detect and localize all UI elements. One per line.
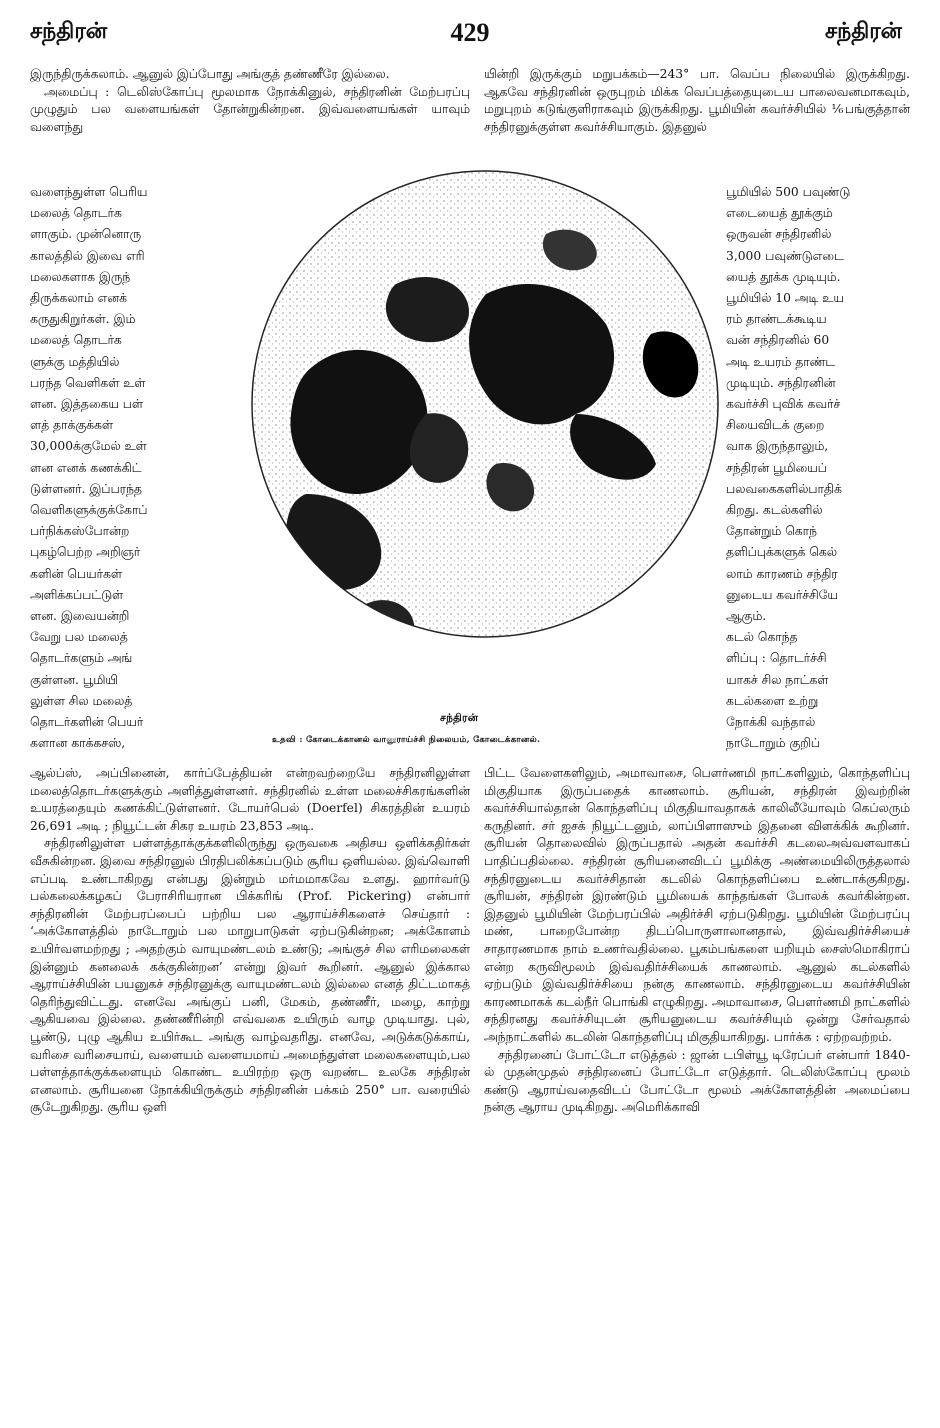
moon-photograph bbox=[246, 164, 724, 704]
text-line: பூமியில் 500 பவுண்டு bbox=[726, 185, 851, 199]
text-line: பூமியில் 10 அடி உய bbox=[726, 291, 844, 306]
text-line: யாகச் சில நாட்கள் bbox=[726, 672, 829, 687]
text-line: வேறு பல மலைத் bbox=[30, 630, 128, 645]
text-line: மலைகளாக இருந் bbox=[30, 269, 131, 284]
text-line: கவர்ச்சி புவிக் கவர்ச் bbox=[726, 397, 841, 412]
paragraph: பிட்ட வேளைகளிலும், அமாவாசை, பௌர்ணமி நாட்களிலும், கொந்தளிப்பு மிகுதியாக இருப்பதைக் காணலாம். சூரியன், சந்திரன் இவற்றின் கவர்ச்சியால்தான் கொந்தளிப்பு மிகுதியாவதாகக் காலிலீயோவும் கெப்லரும் கருதினர். சர் ஐசக் நியூட்டனும், லாப்பிளாஸும் இதனை விளக்கிக் கூறினர். சூரியன் தொலைவில் இருப்பதால் அதன் கவர்ச்சி கடலைஅவ்வளவாகப் பாதிப்பதில்லை. சந்திரன் சூரியனைவிடப் பூமிக்கு அண்மையிலிருத்தலால் சந்திரனுடைய கவர்ச்சிதான் கடலில் கொந்தளிப்பை உண்டாக்குகிறது. சூரியன், சந்திரன் இரண்டும் பூமியைக் காந்தங்கள் போலக் கவர்கின்றன. இதனுல் பூமியின் மேற்பரப்பில் அதிர்ச்சி ஏற்படுகிறது. பூமியின் மேற்பரப்பு மண், பாறைபோன்ற திடப்பொருளாலானதால், இவ்வதிர்ச்சியைச் சாதாரணமாக நாம் உணர்வதில்லை. பூகம்பங்களை யறியும் சைஸ்மொகிராப் என்ற கருவிமூலம் இவ்வதிர்ச்சியைக் காணலாம். ஆனுல் கடல்களில் ஏற்படும் இவ்வதிர்ச்சியை நன்கு காணலாம். சந்திரனுடைய கவர்ச்சியின் காரணமாகக் கடல்நீர் பொங்கி எழுகிறது. அமாவாசை, பௌர்ணமி நாட்களில் சந்திரனது கவர்ச்சியுடன் சூரியனுடைய கவர்ச்சியும் ஒன்று சேர்வதால் அந்நாட்களில் கடலின் கொந்தளிப்பு மிகுதியாகிறது. பார்க்க : ஏற்றவற்றம். bbox=[484, 766, 910, 1044]
text-line: களின் பெயர்கள் bbox=[30, 566, 122, 581]
text-line: லாம் காரணம் சந்திர bbox=[726, 566, 838, 581]
paragraph: சந்திரனிலுள்ள பள்ளத்தாக்குக்களிலிருந்து ஒருவகை அதிசய ஒளிக்கதிர்கள் வீசுகின்றன. இவை சந்திரனுல் பிரதிபலிக்கப்படும் சூரிய ஒளியல்ல. இவ்வொளி எப்படி உண்டாகிறது என்பது இன்றும் மர்மமாகவே உளது. ஹார்வர்டு பல்கலைக்கழகப் பேராசிரியரான பிக்கரிங் (Prof. Pickering) என்பார் சந்திரனின் மேற்பரப்பைப் பற்றிய பல ஆராய்ச்சிகளைச் செய்தார் : ‘அக்கோளத்தில் நாடோறும் பல மாறுபாடுகள் ஏற்படுகின்றன; அக்கோளம் உயிர்வளமற்றது ; அதற்கும் வாயுமண்டலம் உண்டு; அங்குச் சில எரிமலைகள் இன்னும் கனலைக் கக்குகின்றன’ என்று இவர் கூறினர். ஆனுல் இக்கால ஆராய்ச்சியின் பயனுகச் சந்திரனுக்கு வாயுமண்டலம் இல்லை எனத் திட்டமாகத் தெரிந்துவிட்டது. எனவே அங்குப் பனி, மேகம், தண்ணீர், மழை, காற்று ஆகியவை இல்லை. தண்ணீரின்றி எவ்வகை உயிரும் வாழ முடியாது. புல், பூண்டு, புழு ஆகிய உயிர்கூட அங்கு வாழ்வதரிது. எனவே, அடுக்கடுக்காய், வரிசை வரிசையாய், வளையம் வளையமாய் அமைந்துள்ள மலைகளையும்,பல பள்ளத்தாக்குக்களையும் கொண்ட உயிரற்ற ஒரு வறண்ட உலகே சந்திரன் எனலாம். சூரியனை நோக்கியிருக்கும் சந்திரனின் பக்கம் 250° பா. வரையில் சூடேறுகிறது. சூரிய ஒளி bbox=[30, 836, 470, 1115]
text-line: ஆகும். bbox=[726, 609, 767, 624]
text-line: தொடர்களின் பெயர் bbox=[30, 715, 144, 730]
text-line: வாக இருந்தாலும், bbox=[726, 439, 829, 454]
text-line: கிறது. கடல்களில் bbox=[726, 503, 823, 518]
text-line: நாடோறும் குறிப் bbox=[726, 736, 820, 751]
text-line: கருதுகிறுர்கள். இம் bbox=[30, 312, 136, 327]
figure-credit: உதவி : கோடைக்கானல் வானுராய்ச்சி நிலையம், கோடைக்கானல். bbox=[272, 735, 541, 745]
paragraph: அமைப்பு : டெலிஸ்கோப்பு மூலமாக நோக்கினுல், சந்திரனின் மேற்பரப்பு முழுதும் பல வளையங்கள் தோன்றுகின்றன. இவ்வளையங்கள் யாவும் வளைந்து bbox=[30, 84, 470, 134]
text-line: வெளிகளுக்குக்கோப் bbox=[30, 503, 148, 518]
text-line: வளைந்துள்ள பெரிய bbox=[30, 185, 148, 199]
text-line: எடையைத் தூக்கும் bbox=[726, 206, 833, 221]
text-line: ஒருவன் சந்திரனில் bbox=[726, 227, 832, 242]
col1-top-text bbox=[30, 66, 470, 136]
text-line: மலைத் தொடர்க bbox=[30, 333, 122, 348]
text-line: லுள்ள சில மலைத் bbox=[30, 693, 133, 708]
text-line: திருக்கலாம் எனக் bbox=[30, 291, 128, 306]
text-line: தளிப்புக்களுக் கெல் bbox=[726, 545, 837, 560]
text-line: டுள்ளனர். இப்பரந்த bbox=[30, 481, 142, 496]
text-line: மலைத் தொடர்க bbox=[30, 206, 122, 221]
text-line: 30,000க்குமேல் உள் bbox=[30, 439, 147, 454]
col1-bottom-text bbox=[30, 765, 470, 1117]
col2-bottom-text bbox=[484, 765, 910, 1117]
text-line: அடி உயரம் தாண்ட bbox=[726, 354, 836, 369]
figure-caption: சந்திரன் bbox=[440, 712, 479, 724]
text-line: ளிப்பு : தொடர்ச்சி bbox=[726, 651, 827, 666]
moon-surface-features bbox=[246, 164, 724, 648]
text-line: பர்நிக்கஸ்போன்ற bbox=[30, 524, 130, 539]
text-line: கடல் கொந்த bbox=[726, 630, 798, 645]
text-line: காலத்தில் இவை எரி bbox=[30, 248, 145, 263]
paragraph: இருந்திருக்கலாம். ஆனுல் இப்போது அங்குத் தண்ணீரே இல்லை. bbox=[30, 67, 390, 81]
text-line: ளாகும். முன்னொரு bbox=[30, 227, 141, 242]
text-line: ளன. இவையன்றி bbox=[30, 609, 130, 624]
text-line: சந்திரன் பூமியைப் bbox=[726, 460, 827, 475]
col2-narrow-text bbox=[726, 182, 912, 754]
text-line: அளிக்கப்பட்டுள் bbox=[30, 587, 124, 602]
text-line: தொடர்களும் அங் bbox=[30, 651, 133, 666]
text-line: கடல்களை உற்று bbox=[726, 693, 819, 708]
text-line: முடியும். சந்திரனின் bbox=[726, 375, 836, 390]
text-line: தோன்றும் கொந் bbox=[726, 524, 817, 539]
text-line: னுடைய கவர்ச்சியே bbox=[726, 587, 838, 602]
header-right-title: சந்திரன் bbox=[824, 18, 902, 44]
text-line: ளத் தாக்குக்கள் bbox=[30, 418, 113, 433]
text-line: குள்ளன. பூமியி bbox=[30, 672, 118, 687]
col1-narrow-text bbox=[30, 182, 230, 754]
paragraph: யின்றி இருக்கும் மறுபக்கம்—243° பா. வெப்ப நிலையில் இருக்கிறது. ஆகவே சந்திரனின் ஒருபுறம் மிக்க வெப்பத்தையுடைய பாலைவனமாகவும், மறுபுறம் கடுங்குளிராகவும் இருக்கிறது. பூமியின் கவர்ச்சியில் ⅙பங்குத்தான் சந்திரனுக்குள்ள கவர்ச்சியாகும். இதனுல் bbox=[484, 67, 910, 134]
col2-top-text bbox=[484, 66, 910, 136]
text-line: சியைவிடக் குறை bbox=[726, 418, 825, 433]
text-line: களான காக்கசஸ், bbox=[30, 736, 126, 751]
header-left-title: சந்திரன் bbox=[30, 18, 108, 44]
text-line: நோக்கி வந்தால் bbox=[726, 715, 816, 730]
text-line: பரந்த வெளிகள் உள் bbox=[30, 375, 146, 390]
text-line: ளுக்கு மத்தியில் bbox=[30, 354, 120, 369]
text-line: யைத் தூக்க முடியும். bbox=[726, 269, 841, 284]
text-line: வன் சந்திரனில் 60 bbox=[726, 333, 830, 348]
text-line: 3,000 பவுண்டுஎடை bbox=[726, 248, 844, 263]
text-line: ளன எனக் கணக்கிட் bbox=[30, 460, 142, 475]
text-line: பலவகைகளில்பாதிக் bbox=[726, 481, 842, 496]
paragraph: ஆல்ப்ஸ், அப்பினைன், கார்ப்பேத்தியன் என்றவற்றையே சந்திரனிலுள்ள மலைத்தொடர்களுக்கும் அளித்துள்ளனர். சந்திரனில் உள்ள மலைச்சிகரங்களின் உயரத்தையும் கணக்கிட்டுள்ளனர். டோயர்பெல் (Doerfel) சிகரத்தின் உயரம் 26,691 அடி ; நியூட்டன் சிகர உயரம் 23,853 அடி. bbox=[30, 766, 470, 833]
paragraph: சந்திரனைப் போட்டோ எடுத்தல் : ஜான் டபிள்யூ டிரேப்பர் என்பார் 1840-ல் முதன்முதல் சந்திரனைப் போட்டோ எடுத்தார். டெலிஸ்கோப்பு மூலம் கண்டு ஆராய்வதைவிடப் போட்டோ மூலம் அக்கோளத்தின் அமைப்பை நன்கு ஆராய முடிகிறது. அமெரிக்காவி bbox=[484, 1047, 910, 1115]
text-line: ரம் தாண்டக்கூடிய bbox=[726, 312, 827, 327]
text-line: புகழ்பெற்ற அறிஞர் bbox=[30, 545, 141, 560]
page-number: 429 bbox=[450, 18, 490, 47]
text-line: ளன. இத்தகைய பள் bbox=[30, 397, 144, 412]
